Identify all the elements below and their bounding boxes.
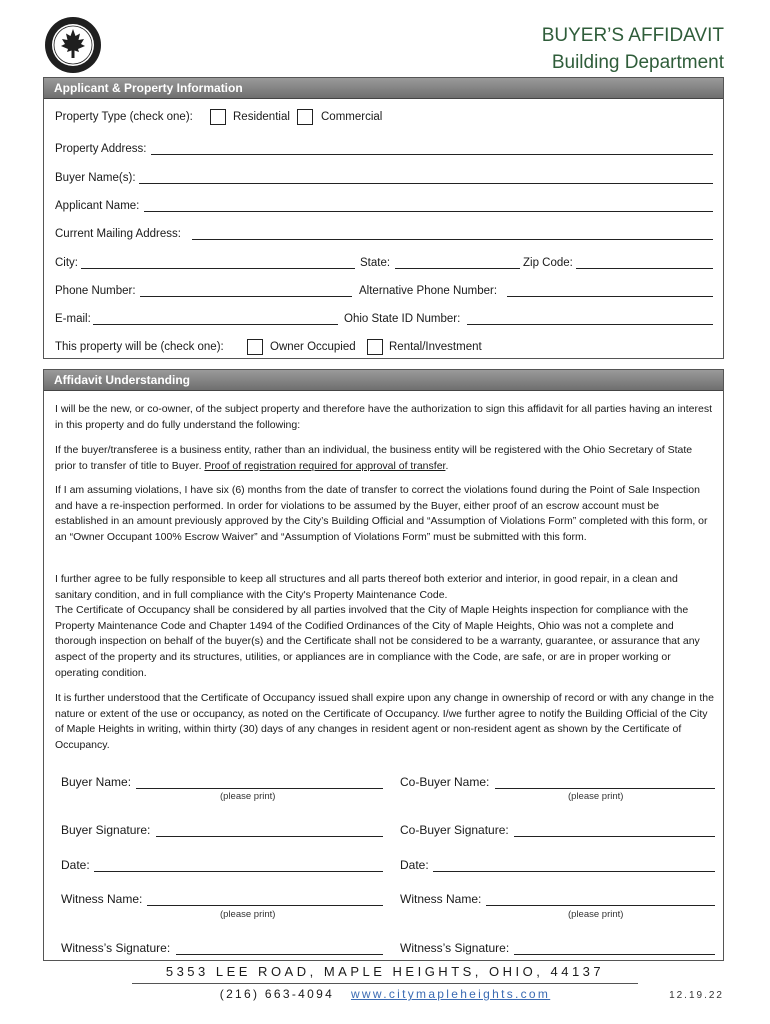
buyer-date-field[interactable] xyxy=(94,858,383,872)
alt-phone-label: Alternative Phone Number: xyxy=(359,285,498,297)
section-heading: Applicant & Property Information xyxy=(44,78,723,99)
cobuyer-name-label: Co-Buyer Name: xyxy=(400,775,490,789)
phone-row xyxy=(55,283,713,299)
state-field[interactable] xyxy=(395,255,520,269)
witness-signature-field[interactable] xyxy=(176,941,383,955)
paragraph-certificate: The Certificate of Occupancy shall be considered by all parties involved that the City of Maple Heights inspection for compliance with the Property Maintenance Code and Chapter 1494 of the Codified Ordinances of the City of Maple Heights, Ohio was not a complete and thorough inspection on behalf of the buyer(s) and the Certificate shall not be considered to be a warranty, guarantee, or assurance that any aspect of the property and its structures, utilities, or appliances are in compliance with the Code, are safe, or are in proper working or operating condition. xyxy=(55,604,700,679)
cobuyer-date-field[interactable] xyxy=(433,858,715,872)
cobuyer-name-field[interactable] xyxy=(495,775,715,789)
zip-field[interactable] xyxy=(576,255,713,269)
email-label: E-mail: xyxy=(55,313,91,325)
commercial-checkbox[interactable] xyxy=(297,109,313,125)
mailing-address-label: Current Mailing Address: xyxy=(55,228,181,240)
applicant-name-row xyxy=(55,198,713,214)
witness-name-label: Witness Name: xyxy=(61,892,143,906)
buyer-date-label: Date: xyxy=(61,858,90,872)
buyer-names-row xyxy=(55,170,713,186)
owner-occupied-checkbox[interactable] xyxy=(247,339,263,355)
ohio-id-label: Ohio State ID Number: xyxy=(344,313,461,325)
property-address-field[interactable] xyxy=(151,141,713,155)
witness-name-label-2: Witness Name: xyxy=(400,892,482,906)
website-link[interactable]: www.citymapleheights.com xyxy=(350,987,551,1001)
section-heading: Affidavit Understanding xyxy=(44,370,723,391)
affidavit-understanding-section xyxy=(43,369,724,961)
property-use-row xyxy=(55,339,713,355)
witness-signature-field-2[interactable] xyxy=(514,941,715,955)
paragraph-business-entity xyxy=(55,443,715,474)
please-print-hint: (please print) xyxy=(568,791,624,802)
proof-of-registration-text: Proof of registration required for approval of transfer xyxy=(204,459,446,472)
email-field[interactable] xyxy=(93,311,338,325)
property-type-label: Property Type (check one): xyxy=(55,111,193,123)
commercial-label: Commercial xyxy=(321,111,383,123)
paragraph-authorization: I will be the new, or co-owner, of the subject property and therefore have the authorization to sign this affidavit for all parties having an interest in this property and do fully understand the following: xyxy=(55,403,713,431)
property-address-row xyxy=(55,141,713,157)
alt-phone-field[interactable] xyxy=(507,283,713,297)
title-line-1: BUYER’S AFFIDAVIT xyxy=(541,25,724,46)
email-row xyxy=(55,311,713,327)
applicant-name-field[interactable] xyxy=(144,198,713,212)
property-use-label: This property will be (check one): xyxy=(55,341,224,353)
document-title xyxy=(542,22,724,76)
owner-occupied-label: Owner Occupied xyxy=(270,341,356,353)
applicant-property-section xyxy=(43,77,724,359)
cobuyer-signature-field[interactable] xyxy=(514,823,715,837)
city-state-zip-row xyxy=(55,255,713,271)
paragraph-maintenance: I further agree to be fully responsible to keep all structures and all parts thereof both exterior and interior, in good repair, in a clean and sanitary condition, and in full compliance with the City's Property Maintenance Code. xyxy=(55,573,678,601)
state-label: State: xyxy=(360,257,391,269)
city-field[interactable] xyxy=(81,255,355,269)
city-seal-logo xyxy=(44,16,102,74)
phone-label: Phone Number: xyxy=(55,285,136,297)
please-print-hint: (please print) xyxy=(220,909,276,920)
witness-signature-label-2: Witness’s Signature: xyxy=(400,941,510,955)
buyer-names-label: Buyer Name(s): xyxy=(55,172,136,184)
footer-address: 5353 LEE ROAD, MAPLE HEIGHTS, OHIO, 44137 xyxy=(165,964,605,979)
cobuyer-date-label: Date: xyxy=(400,858,429,872)
title-line-2: Building Department xyxy=(551,52,724,73)
city-label: City: xyxy=(55,257,78,269)
buyer-name-label: Buyer Name: xyxy=(61,775,132,789)
mailing-address-field[interactable] xyxy=(192,226,713,240)
rental-investment-label: Rental/Investment xyxy=(389,341,482,353)
buyer-names-field[interactable] xyxy=(139,170,713,184)
residential-checkbox[interactable] xyxy=(210,109,226,125)
period: . xyxy=(445,459,449,472)
witness-name-field[interactable] xyxy=(147,892,383,906)
revision-date: 12.19.22 xyxy=(669,990,724,1001)
mailing-address-row xyxy=(55,226,713,242)
witness-name-field-2[interactable] xyxy=(486,892,715,906)
business-entity-text: If the buyer/transferee is a business entity, rather than an individual, the business entity will be registered with the Ohio Secretary of State prior to transfer of title to Buyer. xyxy=(55,444,693,472)
property-address-label: Property Address: xyxy=(55,143,147,155)
buyer-signature-label: Buyer Signature: xyxy=(61,823,151,837)
buyer-name-field[interactable] xyxy=(136,775,383,789)
please-print-hint: (please print) xyxy=(568,909,624,920)
footer-phone: (216) 663-4094 xyxy=(219,987,335,1001)
cobuyer-signature-label: Co-Buyer Signature: xyxy=(400,823,509,837)
rental-investment-checkbox[interactable] xyxy=(367,339,383,355)
applicant-name-label: Applicant Name: xyxy=(55,200,140,212)
buyer-signature-field[interactable] xyxy=(156,823,383,837)
paragraph-violations: If I am assuming violations, I have six (6) months from the date of transfer to correct the violations found during the Point of Sale Inspection and have a re-inspection performed. In order for violations to be assumed by the Buyer, either proof of an escrow account must be established in an amount previously approved by the City’s Building Official and “Assumption of Violations Form” completed with this form, or an “Owner Occupant 100% Escrow Waiver” and “Assumption of Violations Form” must be submitted with this form. xyxy=(55,484,708,544)
residential-label: Residential xyxy=(233,111,290,123)
paragraph-expiration: It is further understood that the Certificate of Occupancy issued shall expire upon any change in ownership of record or with any change in the nature or extent of the use or occupancy, as noted on the Certificate of Occupancy. I/we further agree to notify the Building Official of the City of Maple Heights in writing, within thirty (30) days of any changes in resident agent or non-resident agent as shown by the Certificate of Occupancy. xyxy=(55,692,714,752)
phone-field[interactable] xyxy=(140,283,352,297)
zip-label: Zip Code: xyxy=(523,257,573,269)
ohio-id-field[interactable] xyxy=(467,311,713,325)
witness-signature-label: Witness’s Signature: xyxy=(61,941,171,955)
property-type-row xyxy=(55,109,713,125)
footer-contact xyxy=(0,987,770,1001)
please-print-hint: (please print) xyxy=(220,791,276,802)
footer-divider xyxy=(132,983,638,984)
